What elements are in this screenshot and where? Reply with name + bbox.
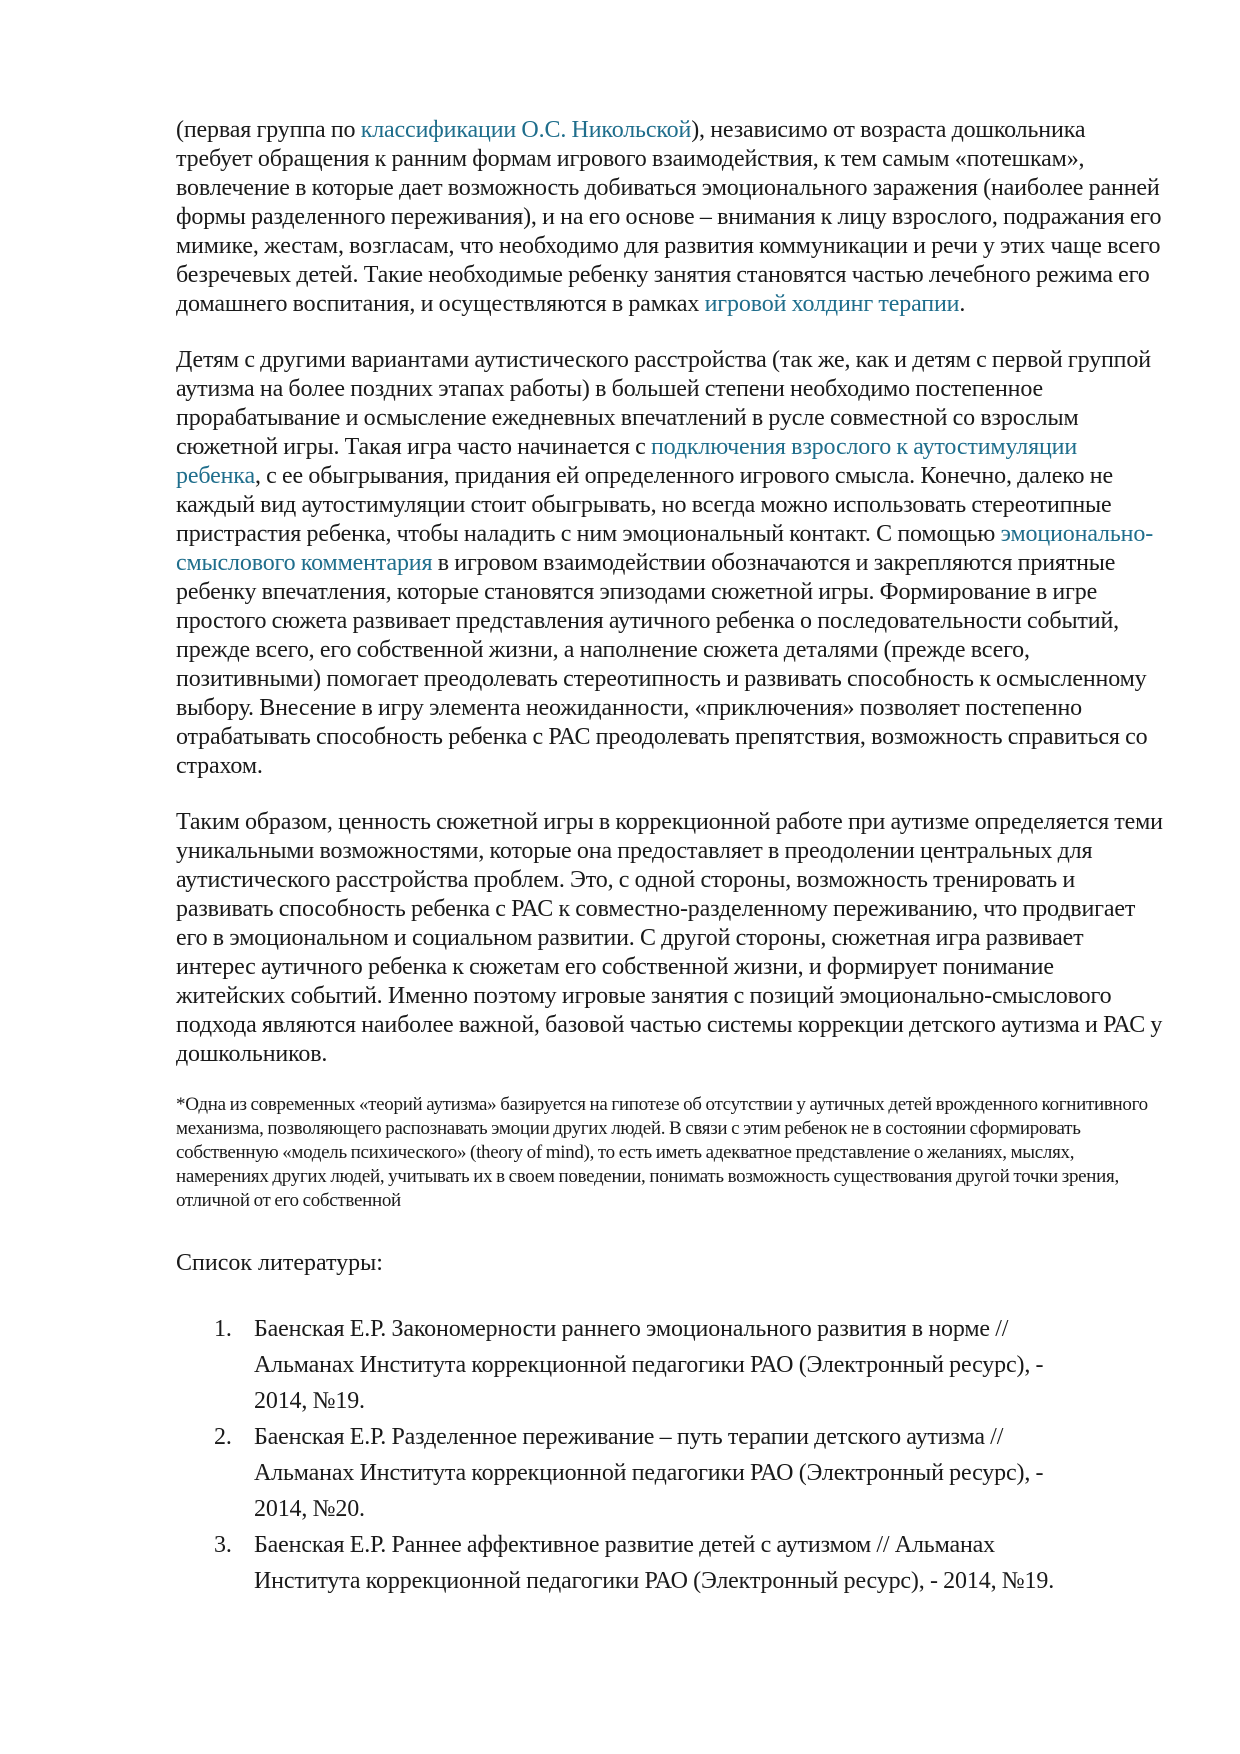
reference-item	[176, 1419, 1084, 1527]
references-title: Список литературы:	[176, 1250, 383, 1276]
paragraph-text: , с ее обыгрывания, придания ей определенного игрового смысла. Конечно, далеко не каждый вид аутостимуляции стоит обыгрывать, но всегда можно использовать стереотипные пристрастия ребенка, чтобы наладить с ним эмоциональный контакт. С помощью	[176, 463, 1113, 547]
paragraph-3	[176, 808, 1166, 1069]
link-autostimulation[interactable]: подключения взрослого к аутостимуляции ребенка	[176, 434, 1078, 489]
paragraph-text: в игровом взаимодействии обозначаются и закрепляются приятные ребенку впечатления, которые становятся эпизодами сюжетной игры. Формирование в игре простого сюжета развивает представления аутичного ребенка о последовательности событий, прежде всего, его собственной жизни, а наполнение сюжета деталями (прежде всего, позитивными) помогает преодолевать стереотипность и развивать способность к осмысленному выбору. Внесение в игру элемента неожиданности, «приключения» позволяет постепенно отрабатывать способность ребенка с РАС преодолевать препятствия, возможность справиться со страхом.	[176, 550, 1148, 779]
reference-item	[176, 1527, 1084, 1599]
paragraph-2	[176, 346, 1166, 781]
paragraph-text: ), независимо от возраста дошкольника требует обращения к ранним формам игрового взаимодействия, к тем самым «потешкам», вовлечение в которые дает возможность добиваться эмоционального заражения (наиболее ранней формы разделенного переживания), и на его основе – внимания к лицу взрослого, подражания его мимике, жестам, возгласам, что необходимо для развития коммуникации и речи у этих чаще всего безречевых детей. Такие необходимые ребенку занятия становятся частью лечебного режима его домашнего воспитания, и осуществляются в рамках	[176, 117, 1162, 317]
references-list	[176, 1311, 1166, 1599]
reference-text: Баенская Е.Р. Разделенное переживание – путь терапии детского аутизма // Альманах Института коррекционной педагогики РАО (Электронный ресурс), - 2014, №20.	[254, 1424, 1044, 1522]
link-nikolskaya-classification[interactable]: классификации О.С. Никольской	[360, 117, 692, 143]
paragraph-text: Детям с другими вариантами аутистического расстройства (так же, как и детям с первой группой аутизма на более поздних этапах работы) в большей степени необходимо постепенное прорабатывание и осмысление ежедневных впечатлений в русле совместной со взрослым сюжетной игры. Такая игра часто начинается с	[176, 347, 1151, 460]
paragraph-text: Таким образом, ценность сюжетной игры в коррекционной работе при аутизме определяется теми уникальными возможностями, которые она предоставляет в преодолении центральных для аутистического расстройства проблем. Это, с одной стороны, возможность тренировать и развивать способность ребенка с РАС к совместно-разделенному переживанию, что продвигает его в эмоциональном и социальном развитии. С другой стороны, сюжетная игра развивает интерес аутичного ребенка к сюжетам его собственной жизни, и формирует понимание житейских событий. Именно поэтому игровые занятия с позиций эмоционально-смыслового подхода являются наиболее важной, базовой частью системы коррекции детского аутизма и РАС у дошкольников.	[176, 809, 1163, 1067]
footnote: *Одна из современных «теорий аутизма» базируется на гипотезе об отсутствии у аутичных детей врожденного когнитивного механизма, позволяющего распознавать эмоции других людей. В связи с этим ребенок не в состоянии сформировать собственную «модель психического» (theory of mind), то есть иметь адекватное представление о желаниях, мыслях, намерениях других людей, учитывать их в своем поведении, понимать возможность существования другой точки зрения, отличной от его собственной	[176, 1094, 1148, 1211]
reference-item	[176, 1311, 1084, 1419]
link-emotional-semantic-commentary[interactable]: эмоционально-смыслового комментария	[176, 521, 1154, 576]
paragraph-text: .	[959, 291, 966, 317]
reference-text: Баенская Е.Р. Раннее аффективное развитие детей с аутизмом // Альманах Института коррекционной педагогики РАО (Электронный ресурс), - 2014, №19.	[254, 1532, 1055, 1594]
paragraph-1	[176, 116, 1166, 319]
paragraph-text: (первая группа по	[176, 117, 361, 143]
reference-number: 2.	[214, 1424, 232, 1450]
reference-number: 1.	[214, 1316, 232, 1342]
reference-text: Баенская Е.Р. Закономерности раннего эмоционального развития в норме // Альманах Института коррекционной педагогики РАО (Электронный ресурс), - 2014, №19.	[254, 1316, 1044, 1414]
reference-number: 3.	[214, 1532, 232, 1558]
link-holding-therapy[interactable]: игровой холдинг терапии	[704, 291, 960, 317]
document-page	[176, 116, 1166, 1599]
